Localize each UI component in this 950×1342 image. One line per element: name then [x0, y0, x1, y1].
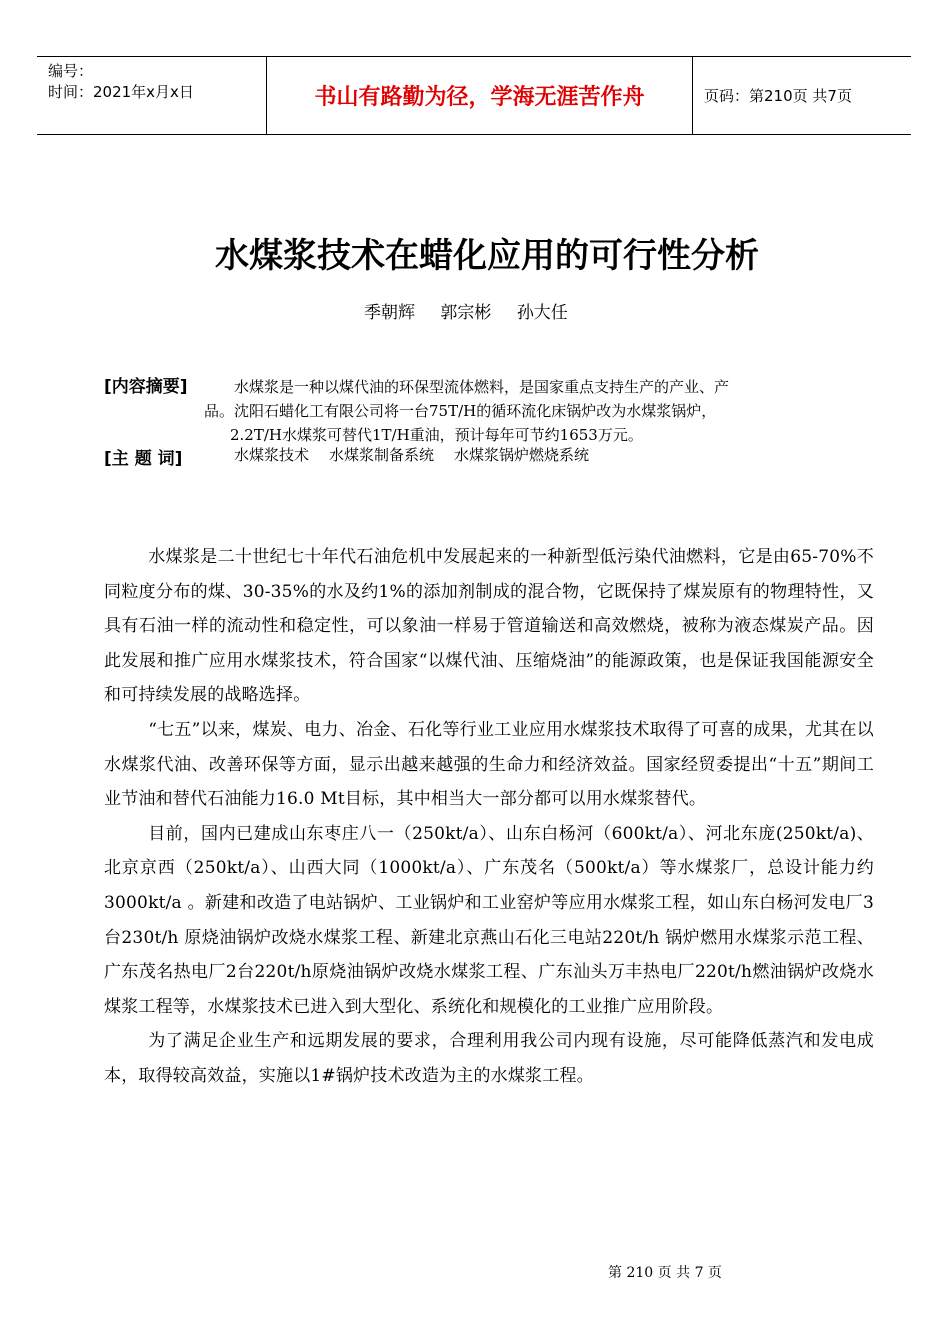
- document-time: 时间：2021年x月x日: [48, 83, 194, 101]
- document-title: 水煤浆技术在蜡化应用的可行性分析: [215, 236, 759, 276]
- header-motto: 书山有路勤为径，学海无涯苦作舟: [267, 57, 693, 134]
- page-footer: 第 210 页 共 7 页: [608, 1265, 722, 1281]
- document-number-label: 编号：: [48, 62, 94, 80]
- keyword: 水煤浆技术: [234, 446, 310, 464]
- author: 郭宗彬: [440, 303, 492, 323]
- keyword: 水煤浆锅炉燃烧系统: [454, 446, 590, 464]
- author-list: [364, 298, 588, 323]
- body-text: [104, 540, 874, 1094]
- abstract-section: [104, 375, 904, 447]
- abstract-line: 2.2T/H水煤浆可替代1T/H重油，预计每年可节约1653万元。: [230, 426, 643, 444]
- paragraph: 为了满足企业生产和远期发展的要求，合理利用我公司内现有设施，尽可能降低蒸汽和发电成本，取得较高效益，实施以1#锅炉技术改造为主的水煤浆工程。: [104, 1031, 874, 1086]
- header-page-info: 页码：第210页 共7页: [704, 87, 852, 105]
- author: 季朝辉: [364, 303, 415, 323]
- paragraph: 目前，国内已建成山东枣庄八一（250kt/a）、山东白杨河（600kt/a）、河北东庞(250kt/a)、北京京西（250kt/a）、山西大同（1000kt/a）、广东茂名（500kt/a）等水煤浆厂，总设计能力约3000kt/a 。新建和改造了电站锅炉、工业锅炉和工业窑炉等应用水煤浆工程，如山东白杨河发电厂3台230t/h 原烧油锅炉改烧水煤浆工程、新建北京燕山石化三电站220t/h 锅炉燃用水煤浆示范工程、广东茂名热电厂2台220t/h原烧油锅炉改烧水煤浆工程、广东汕头万丰热电厂220t/h燃油锅炉改烧水煤浆工程等，水煤浆技术已进入到大型化、系统化和规模化的工业推广应用阶段。: [104, 823, 874, 1017]
- abstract-line: 水煤浆是一种以煤代油的环保型流体燃料，是国家重点支持生产的产业、产: [234, 378, 730, 396]
- author: 孙大任: [516, 303, 568, 323]
- page-header: [37, 56, 911, 135]
- paragraph: “七五”以来，煤炭、电力、冶金、石化等行业工业应用水煤浆技术取得了可喜的成果，尤其在以水煤浆代油、改善环保等方面，显示出越来越强的生命力和经济效益。国家经贸委提出“十五”期间工业节油和替代石油能力16.0 Mt目标，其中相当大一部分都可以用水煤浆替代。: [104, 719, 874, 810]
- abstract-label: [内容摘要]: [104, 377, 188, 397]
- paragraph: 水煤浆是二十世纪七十年代石油危机中发展起来的一种新型低污染代油燃料，它是由65-70%不同粒度分布的煤、30-35%的水及约1%的添加剂制成的混合物，它既保持了煤炭原有的物理特性，又具有石油一样的流动性和稳定性，可以象油一样易于管道输送和高效燃烧，被称为液态煤炭产品。因此发展和推广应用水煤浆技术，符合国家“以煤代油、压缩烧油”的能源政策，也是保证我国能源安全和可持续发展的战略选择。: [104, 547, 874, 706]
- abstract-line: 品。沈阳石蜡化工有限公司将一台75T/H的循环流化床锅炉改为水煤浆锅炉，: [204, 402, 717, 420]
- keywords-section: [104, 444, 609, 469]
- keyword: 水煤浆制备系统: [329, 446, 435, 464]
- header-meta: [37, 57, 267, 134]
- keywords-label: [主 题 词]: [104, 449, 183, 469]
